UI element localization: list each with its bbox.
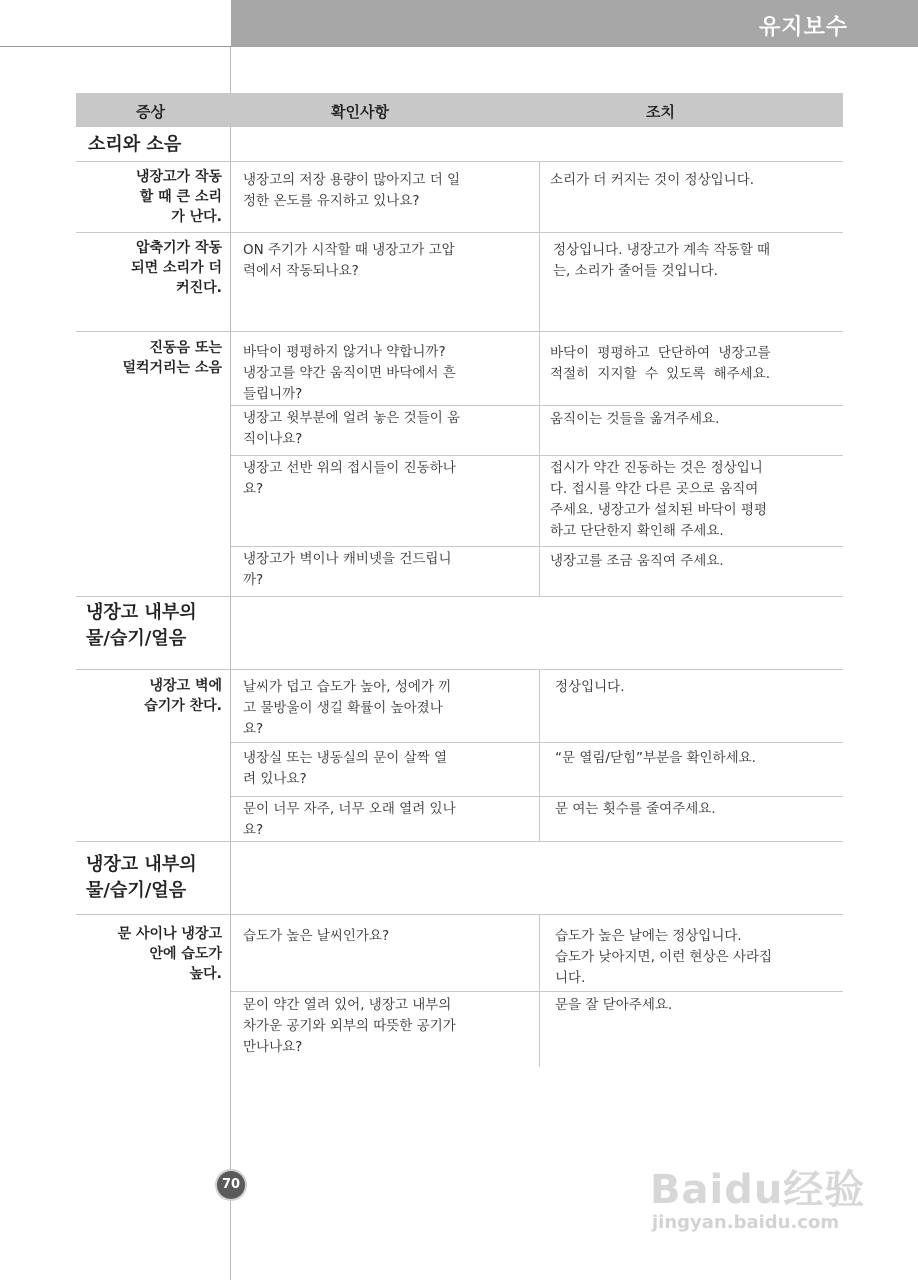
check-cell: 냉장고 선반 위의 접시들이 진동하나 요? xyxy=(243,460,456,497)
row-divider xyxy=(231,742,843,743)
action-cell: 습도가 높은 날에는 정상입니다. 습도가 낮아지면, 이런 현상은 사라집 니다. xyxy=(555,928,773,986)
check-cell: 문이 약간 열려 있어, 냉장고 내부의 차가운 공기와 외부의 따뜻한 공기가 만나나요? xyxy=(243,997,456,1055)
table-header xyxy=(76,93,843,127)
row-divider xyxy=(76,914,843,915)
check-cell: 냉장고가 벽이나 캐비넷을 건드립니 까? xyxy=(243,551,452,588)
section-title: 냉장고 내부의 물/습기/얼음 xyxy=(86,854,197,901)
header-divider xyxy=(0,46,231,47)
row-divider xyxy=(76,331,843,332)
row-divider xyxy=(76,669,843,670)
row-divider xyxy=(231,991,843,992)
row-divider xyxy=(76,841,843,842)
action-cell: 바닥이 평평하고 단단하여 냉장고를 적절히 지지할 수 있도록 해주세요. xyxy=(550,345,771,382)
action-cell: 정상입니다. 냉장고가 계속 작동할 때 는, 소리가 줄어들 것입니다. xyxy=(553,242,771,279)
action-cell: 움직이는 것들을 옮겨주세요. xyxy=(550,411,720,427)
symptom-label: 냉장고가 작동 할 때 큰 소리 가 난다. xyxy=(135,169,222,225)
row-divider xyxy=(231,796,843,797)
column-divider xyxy=(539,670,540,841)
check-cell: 냉장고 윗부분에 얼려 놓은 것들이 움 직이나요? xyxy=(243,410,461,447)
col-header-check: 확인사항 xyxy=(331,103,389,121)
row-divider xyxy=(76,161,843,162)
page-title: 유지보수 xyxy=(758,15,848,40)
action-cell: “문 열림/닫힘”부분을 확인하세요. xyxy=(555,750,756,766)
header-band xyxy=(231,0,918,47)
check-cell: 습도가 높은 날씨인가요? xyxy=(243,928,390,944)
check-cell: 냉장실 또는 냉동실의 문이 살짝 열 려 있나요? xyxy=(243,750,448,787)
col-header-action: 조치 xyxy=(646,103,675,121)
row-divider xyxy=(76,232,843,233)
section-title: 냉장고 내부의 물/습기/얼음 xyxy=(86,602,197,649)
column-divider xyxy=(539,162,540,331)
check-cell: 문이 너무 자주, 너무 오래 열려 있나 요? xyxy=(243,801,456,838)
row-divider xyxy=(76,596,843,597)
action-cell: 냉장고를 조금 움직여 주세요. xyxy=(550,553,724,569)
action-cell: 문을 잘 닫아주세요. xyxy=(555,997,673,1013)
row-divider xyxy=(231,405,843,406)
col-header-symptom: 증상 xyxy=(136,103,165,121)
watermark-logo: Baidu经验 xyxy=(650,1167,866,1213)
check-cell: ON 주기가 시작할 때 냉장고가 고압 력에서 작동되나요? xyxy=(243,242,455,279)
column-divider xyxy=(539,332,540,596)
action-cell: 정상입니다. xyxy=(555,679,625,695)
action-cell: 소리가 더 커지는 것이 정상입니다. xyxy=(550,172,755,188)
row-divider xyxy=(231,546,843,547)
section-title: 소리와 소음 xyxy=(88,134,182,155)
page-number: 70 xyxy=(217,1171,245,1199)
symptom-label: 냉장고 벽에 습기가 찬다. xyxy=(144,678,222,714)
watermark-url: jingyan.baidu.com xyxy=(652,1212,840,1233)
symptom-label: 압축기가 작동 되면 소리가 더 커진다. xyxy=(131,240,222,296)
column-divider xyxy=(539,915,540,1067)
check-cell: 냉장고의 저장 용량이 많아지고 더 일 정한 온도를 유지하고 있나요? xyxy=(243,172,461,209)
check-cell: 바닥이 평평하지 않거나 약합니까? 냉장고를 약간 움직이면 바닥에서 흔 들립니까? xyxy=(243,344,456,402)
action-cell: 문 여는 횟수를 줄여주세요. xyxy=(555,801,716,817)
check-cell: 날씨가 덥고 습도가 높아, 성에가 끼 고 물방울이 생길 확률이 높아졌나 요? xyxy=(243,679,452,737)
symptom-label: 진동음 또는 덜컥거리는 소음 xyxy=(122,340,222,376)
symptom-label: 문 사이나 냉장고 안에 습도가 높다. xyxy=(117,926,222,982)
row-divider xyxy=(231,455,843,456)
action-cell: 접시가 약간 진동하는 것은 정상입니 다. 접시를 약간 다른 곳으로 움직여 주세요. 냉장고가 설치된 바닥이 평평 하고 단단한지 확인해 주세요. xyxy=(550,460,768,539)
